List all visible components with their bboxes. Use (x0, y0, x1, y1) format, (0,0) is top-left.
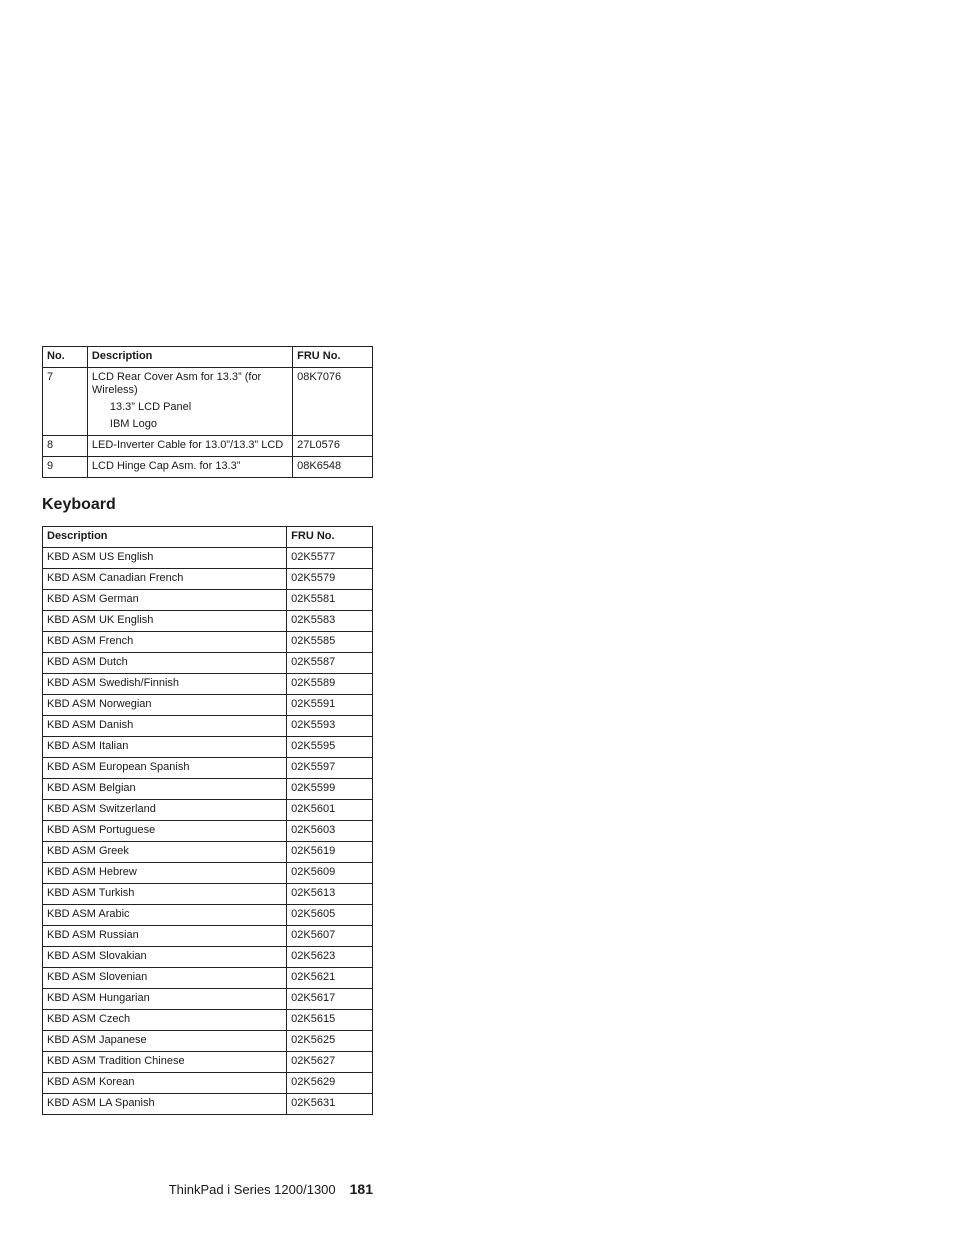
cell-fru: 02K5599 (287, 779, 373, 800)
cell-fru: 02K5601 (287, 800, 373, 821)
cell-fru: 02K5607 (287, 926, 373, 947)
footer-title: ThinkPad i Series 1200/1300 (168, 1182, 336, 1197)
cell-description (87, 436, 292, 457)
section-heading-keyboard: Keyboard (42, 496, 116, 513)
table-row (43, 632, 373, 653)
cell-description: KBD ASM Turkish (43, 884, 287, 905)
cell-fru: 02K5605 (287, 905, 373, 926)
cell-description: KBD ASM Hebrew (43, 863, 287, 884)
cell-description: KBD ASM UK English (43, 611, 287, 632)
cell-description: KBD ASM Arabic (43, 905, 287, 926)
cell-fru: 02K5621 (287, 968, 373, 989)
cell-fru: 02K5577 (287, 548, 373, 569)
cell-fru: 02K5585 (287, 632, 373, 653)
cell-description: KBD ASM Swedish/Finnish (43, 674, 287, 695)
keyboard-parts-table (42, 526, 373, 1115)
cell-fru: 02K5613 (287, 884, 373, 905)
cell-fru: 02K5597 (287, 758, 373, 779)
sub-item: 13.3” LCD Panel (109, 401, 192, 413)
table-row (43, 821, 373, 842)
table-row (43, 457, 373, 478)
cell-fru: 27L0576 (293, 436, 373, 457)
cell-description: KBD ASM Slovenian (43, 968, 287, 989)
cell-description: KBD ASM European Spanish (43, 758, 287, 779)
table-row (43, 1031, 373, 1052)
table-row (43, 758, 373, 779)
cell-description: KBD ASM Tradition Chinese (43, 1052, 287, 1073)
table-row (43, 436, 373, 457)
cell-fru: 02K5579 (287, 569, 373, 590)
cell-fru: 02K5627 (287, 1052, 373, 1073)
cell-no: 8 (43, 436, 88, 457)
table-row (43, 989, 373, 1010)
cell-fru: 02K5583 (287, 611, 373, 632)
cell-description: KBD ASM Dutch (43, 653, 287, 674)
cell-description: KBD ASM French (43, 632, 287, 653)
cell-description: KBD ASM LA Spanish (43, 1094, 287, 1115)
table-row (43, 968, 373, 989)
cell-description: KBD ASM Russian (43, 926, 287, 947)
cell-description: KBD ASM Korean (43, 1073, 287, 1094)
cell-fru: 02K5623 (287, 947, 373, 968)
column-header-fru: FRU No. (287, 527, 373, 548)
description-text: LCD Rear Cover Asm for 13.3” (for Wireless) (91, 371, 262, 396)
table-row (43, 368, 373, 436)
cell-fru: 02K5615 (287, 1010, 373, 1031)
page-footer (0, 1180, 373, 1199)
cell-description: KBD ASM Slovakian (43, 947, 287, 968)
cell-description: KBD ASM Japanese (43, 1031, 287, 1052)
column-header-description: Description (87, 347, 292, 368)
cell-description: KBD ASM Czech (43, 1010, 287, 1031)
cell-description: KBD ASM Norwegian (43, 695, 287, 716)
table-row (43, 653, 373, 674)
sub-item: IBM Logo (109, 418, 157, 430)
cell-fru: 02K5589 (287, 674, 373, 695)
column-header-fru: FRU No. (293, 347, 373, 368)
cell-description: KBD ASM Canadian French (43, 569, 287, 590)
table-row (43, 779, 373, 800)
cell-fru: 02K5629 (287, 1073, 373, 1094)
table-header-row (43, 527, 373, 548)
cell-no: 7 (43, 368, 88, 436)
cell-fru: 02K5595 (287, 737, 373, 758)
lcd-parts-table (42, 346, 373, 478)
table-row (43, 569, 373, 590)
cell-description (87, 457, 292, 478)
cell-fru: 08K6548 (293, 457, 373, 478)
table-row (43, 1073, 373, 1094)
table-row (43, 548, 373, 569)
cell-description: KBD ASM Greek (43, 842, 287, 863)
cell-fru: 02K5591 (287, 695, 373, 716)
table-row (43, 674, 373, 695)
cell-description: KBD ASM Danish (43, 716, 287, 737)
keyboard-table-body (43, 548, 373, 1115)
cell-fru: 02K5631 (287, 1094, 373, 1115)
description-text: LCD Hinge Cap Asm. for 13.3” (91, 460, 241, 472)
cell-fru: 02K5617 (287, 989, 373, 1010)
table-row (43, 737, 373, 758)
table-row (43, 947, 373, 968)
cell-fru: 08K7076 (293, 368, 373, 436)
cell-fru: 02K5619 (287, 842, 373, 863)
table-row (43, 905, 373, 926)
cell-fru: 02K5593 (287, 716, 373, 737)
cell-fru: 02K5587 (287, 653, 373, 674)
table-row (43, 926, 373, 947)
table-row (43, 1052, 373, 1073)
cell-fru: 02K5625 (287, 1031, 373, 1052)
table-row (43, 695, 373, 716)
lcd-table-body (43, 368, 373, 478)
page-number: 181 (349, 1181, 373, 1197)
cell-description (87, 368, 292, 436)
table-row (43, 884, 373, 905)
table-row (43, 842, 373, 863)
cell-description: KBD ASM Belgian (43, 779, 287, 800)
cell-description: KBD ASM Hungarian (43, 989, 287, 1010)
description-text: LED-Inverter Cable for 13.0”/13.3” LCD (91, 439, 284, 451)
cell-no: 9 (43, 457, 88, 478)
table-row (43, 590, 373, 611)
table-header-row (43, 347, 373, 368)
table-row (43, 800, 373, 821)
table-row (43, 1094, 373, 1115)
cell-fru: 02K5609 (287, 863, 373, 884)
column-header-no: No. (43, 347, 88, 368)
cell-description: KBD ASM German (43, 590, 287, 611)
column-header-description: Description (43, 527, 287, 548)
cell-fru: 02K5603 (287, 821, 373, 842)
cell-description: KBD ASM Switzerland (43, 800, 287, 821)
cell-fru: 02K5581 (287, 590, 373, 611)
table-row (43, 716, 373, 737)
cell-description: KBD ASM US English (43, 548, 287, 569)
cell-description: KBD ASM Italian (43, 737, 287, 758)
table-row (43, 611, 373, 632)
table-row (43, 863, 373, 884)
table-row (43, 1010, 373, 1031)
cell-description: KBD ASM Portuguese (43, 821, 287, 842)
